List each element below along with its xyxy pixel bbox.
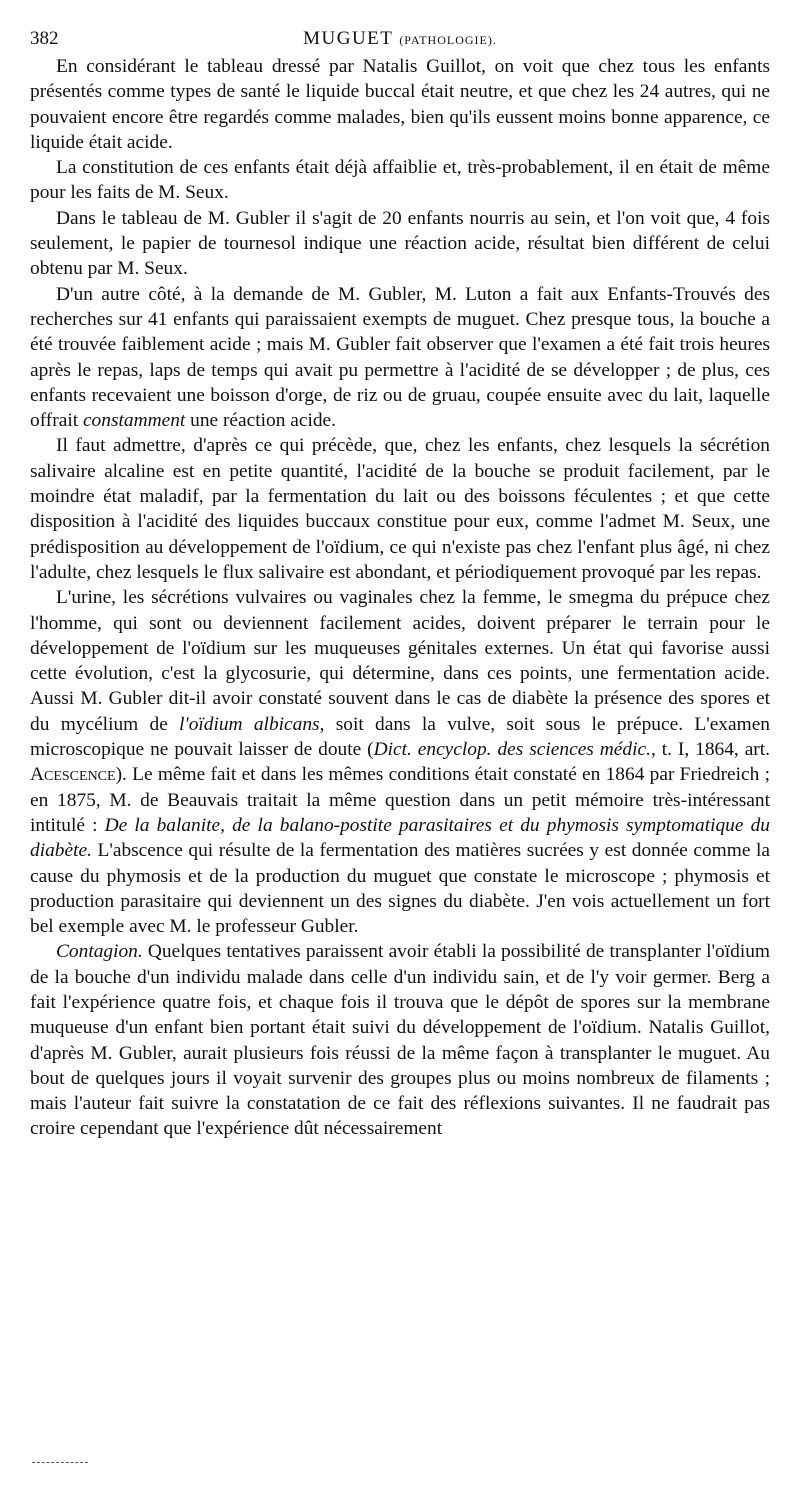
text-run: Quelques tentatives paraissent avoir établi la possibilité de transplanter l'oïdium de la bouche d'un individu malade dans celle d'un individu sain, et de l'y voir germer. Berg a fait l'expérience quatre fois, et chaque fois il trouva que le dépôt de spores sur la membrane muqueuse d'un enfant bien portant était suivi du développement de l'oïdium. Natalis Guillot, d'après M. Gubler, aurait plusieurs fois réussi de la même façon à transplanter le muguet. Au bout de quelques jours il voyait survenir des groupes plus ou moins nombreux de filaments ; mais l'auteur fait suivre la constatation de ce fait des réflexions suivantes. Il ne faudrait pas croire cependant que l'expérience dût nécessairement	[30, 941, 770, 1140]
italic-text: Contagion.	[56, 941, 143, 963]
italic-text: Dict. encyclop. des sciences médic.	[373, 739, 651, 761]
text-run: Il faut admettre, d'après ce qui précède, que, chez les enfants, chez lesquels la sécrétion salivaire alcaline est en petite quantité, l'acidité de la bouche se produit facilement, par le moindre état maladif, par la fermentation du lait ou des boissons féculentes ; et que cette disposition à l'acidité des liquides buccaux constitue pour eux, comme l'admet M. Seux, une prédisposition au développement de l'oïdium, ce qui n'existe pas chez l'enfant plus âgé, ni chez l'adulte, chez lesquels le flux salivaire est abondant, et périodiquement provoqué par les repas.	[30, 435, 770, 583]
paragraph	[30, 585, 770, 939]
running-head-subtitle: (PATHOLOGIE).	[399, 33, 497, 47]
paragraph	[30, 939, 770, 1141]
text-run: , t. I, 1864, art.	[650, 739, 770, 761]
text-run: une réaction acide.	[185, 410, 337, 432]
text-run: La constitution de ces enfants était déjà affaiblie et, très-probablement, il en était de même pour les faits de M. Seux.	[30, 157, 770, 204]
text-run: ). Le même fait et dans les mêmes conditions était constaté en 1864 par Friedreich ; en 1875, M. de Beauvais traitait la même question dans un petit mémoire très-intéressant intitulé :	[30, 764, 770, 836]
text-run: L'urine, les sécrétions vulvaires ou vaginales chez la femme, le smegma du prépuce chez l'homme, qui sont ou deviennent facilement acides, doivent préparer le terrain pour le développement de l'oïdium sur les muqueuses génitales externes. Un état qui favorise aussi cette évolution, c'est la glycosurie, qui détermine, dans ces points, une fermentation acide. Aussi M. Gubler dit-il avoir constaté souvent dans le cas de diabète la présence des spores et du mycélium de	[30, 587, 770, 735]
paragraph	[30, 54, 770, 155]
small-caps-text: Acescence	[30, 764, 116, 786]
body-text	[30, 54, 770, 1142]
footer-rule	[32, 1462, 88, 1463]
text-run: Dans le tableau de M. Gubler il s'agit de 20 enfants nourris au sein, et l'on voit que, 4 fois seulement, le papier de tournesol indique une réaction acide, résultat bien différent de celui obtenu par M. Seux.	[30, 207, 770, 280]
book-page	[30, 22, 770, 1142]
page-header	[30, 22, 770, 54]
paragraph	[30, 433, 770, 585]
text-run: D'un autre côté, à la demande de M. Gubler, M. Luton a fait aux Enfants-Trouvés des recherches sur 41 enfants qui paraissaient exempts de muguet. Chez presque tous, la bouche a été trouvée faiblement acide ; mais M. Gubler fait observer que l'examen a été fait trois heures après le repas, laps de temps qui avait pu permettre à l'acidité de se développer ; de plus, ces enfants recevaient une boisson d'orge, de riz ou de gruau, coupée ensuite avec du lait, laquelle offrait	[30, 283, 770, 432]
paragraph	[30, 155, 770, 206]
paragraph	[30, 282, 770, 434]
italic-text: l'oïdium albicans	[179, 713, 320, 735]
page-number: 382	[30, 28, 59, 49]
text-run: L'abscence qui résulte de la fermentation des matières sucrées y est donnée comme la cause du phymosis et de la production du muguet que constate le microscope ; phymosis et production parasitaire qui deviennent un des signes du diabète. J'en vois actuellement un fort bel exemple avec M. le professeur Gubler.	[30, 840, 770, 938]
italic-text: constamment	[82, 410, 186, 432]
italic-text: De la balanite, de la balano-postite parasitaires et du phymosis symptomatique du diabète.	[30, 814, 770, 862]
paragraph	[30, 206, 770, 282]
running-head-title: MUGUET	[303, 28, 394, 49]
running-head	[30, 28, 770, 50]
text-run: , soit dans la vulve, soit sous le prépuce. L'examen microscopique ne pouvait laisser de doute (	[30, 713, 770, 761]
text-run: En considérant le tableau dressé par Natalis Guillot, on voit que chez tous les enfants présentés comme types de santé le liquide buccal était neutre, et que chez les 24 autres, qui ne pouvaient encore être regardés comme malades, bien qu'ils eussent moins bonne apparence, ce liquide était acide.	[30, 56, 770, 153]
